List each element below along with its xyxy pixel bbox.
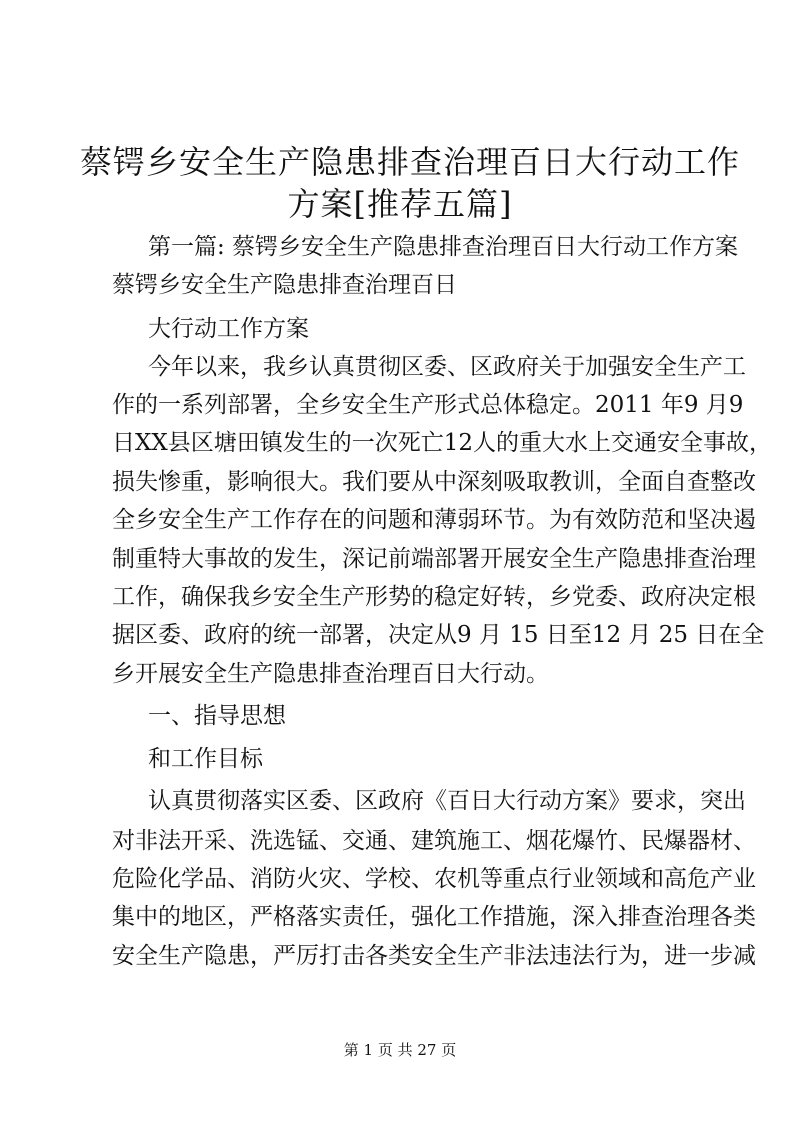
paragraph-line: 工作，确保我乡安全生产形势的稳定好转，乡党委、政府决定根 (112, 584, 756, 610)
page-footer: 第 1 页 共 27 页 (343, 1041, 457, 1059)
section-heading: 一、指导思想 (148, 703, 286, 729)
paragraph-line: 全乡安全生产工作存在的问题和薄弱环节。为有效防范和坚决遏 (112, 507, 756, 533)
document-title-line-2: 方案[推荐五篇] (287, 185, 513, 223)
text-line: 大行动工作方案 (148, 316, 309, 342)
paragraph-line: 今年以来，我乡认真贯彻区委、区政府关于加强安全生产工 (148, 354, 746, 380)
paragraph-line: 乡开展安全生产隐患排查治理百日大行动。 (112, 661, 549, 687)
paragraph-line: 安全生产隐患，严厉打击各类安全生产非法违法行为，进一步减 (112, 943, 756, 969)
paragraph-line: 据区委、政府的统一部署，决定从9 月 15 日至12 月 25 日在全 (112, 622, 765, 648)
paragraph-line: 对非法开采、洗选锰、交通、建筑施工、烟花爆竹、民爆器材、 (112, 828, 756, 854)
document-title-line-1: 蔡锷乡安全生产隐患排查治理百日大行动工作 (80, 143, 741, 181)
paragraph-line: 集中的地区，严格落实责任，强化工作措施，深入排查治理各类 (112, 904, 756, 930)
paragraph-line: 日XX县区塘田镇发生的一次死亡12人的重大水上交通安全事故， (112, 430, 773, 456)
section-heading: 第一篇: 蔡锷乡安全生产隐患排查治理百日大行动工作方案 (148, 234, 739, 260)
paragraph-line: 制重特大事故的发生，深记前端部署开展安全生产隐患排查治理 (112, 546, 756, 572)
text-line: 蔡锷乡安全生产隐患排查治理百日 (112, 272, 457, 298)
paragraph-line: 认真贯彻落实区委、区政府《百日大行动方案》要求，突出 (148, 788, 746, 814)
paragraph-line: 损失惨重，影响很大。我们要从中深刻吸取教训，全面自查整改 (112, 469, 756, 495)
paragraph-line: 危险化学品、消防火灾、学校、农机等重点行业领域和高危产业 (112, 866, 756, 892)
paragraph-line: 作的一系列部署，全乡安全生产形式总体稳定。2011 年9 月9 (112, 392, 744, 418)
text-line: 和工作目标 (148, 746, 263, 772)
